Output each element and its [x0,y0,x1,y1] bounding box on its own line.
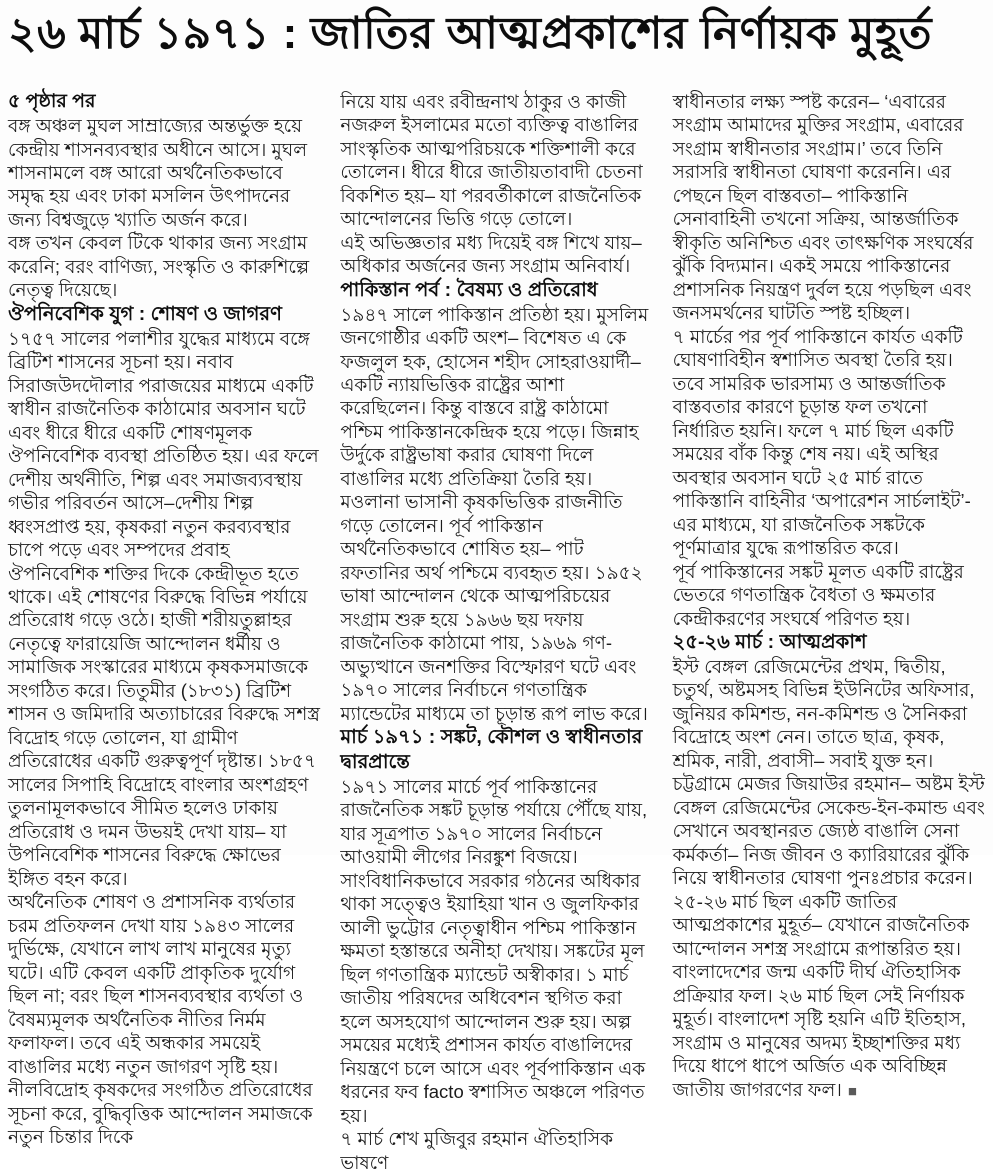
continuation-note: ৫ পৃষ্ঠার পর [8,90,96,112]
paragraph: ১৯৭১ সালের মার্চে পূর্ব পাকিস্তানের রাজনৈতিক সঙ্কট চূড়ান্ত পর্যায়ে পৌঁছে যায়, যার সূত্রপাত ১৯৭০ সালের নির্বাচনে আওয়ামী লীগের নিরঙ্কুশ বিজয়ে। সাংবিধানিকভাবে সরকার গঠনের অধিকার থাকা সত্ত্বেও ইয়াহিয়া খান ও জুলফিকার আলী ভুট্টোর নেতৃত্বাধীন পশ্চিম পাকিস্তান ক্ষমতা হস্তান্তরে অনীহা দেখায়। সঙ্কটের মূল ছিল গণতান্ত্রিক ম্যান্ডেট অস্বীকার। ১ মার্চ জাতীয় পরিষদের অধিবেশন স্থগিত করা হলে অসহযোগ আন্দোলন শুরু হয়। অল্প সময়ের মধ্যেই প্রশাসন কার্যত বাঙালিদের নিয়ন্ত্রণে চলে আসে এবং পূর্বপাকিস্তান এক ধরনের ফব facto স্বশাসিত অঞ্চলে পরিণত হয়। [340,775,648,1126]
closing-paragraph [673,655,985,1101]
column-3 [673,90,985,1101]
closing-paragraph-text: ইস্ট বেঙ্গল রেজিমেন্টের প্রথম, দ্বিতীয়, চতুর্থ, অষ্টমসহ বিভিন্ন ইউনিটের অফিসার, জুনিয়র কমিশন্ড, নন-কমিশন্ড ও সৈনিকরা বিদ্রোহে অংশ নেন। তাতে ছাত্র, কৃষক, শ্রমিক, নারী, প্রবাসী– সবাই যুক্ত হন। চট্টগ্রামে মেজর জিয়াউর রহমান– অষ্টম ইস্ট বেঙ্গল রেজিমেন্টের সেকেন্ড-ইন-কমান্ড এবং সেখানে অবস্থানরত জ্যেষ্ঠ বাঙালি সেনা কর্মকর্তা– নিজ জীবন ও ক্যারিয়ারের ঝুঁকি নিয়ে স্বাধীনতার ঘোষণা পুনঃপ্রচার করেন। ২৫-২৬ মার্চ ছিল একটি জাতির আত্মপ্রকাশের মুহূর্ত– যেখানে রাজনৈতিক আন্দোলন সশস্ত্র সংগ্রামে রূপান্তরিত হয়। বাংলাদেশের জন্ম একটি দীর্ঘ ঐতিহাসিক প্রক্রিয়ার ফল। ২৬ মার্চ ছিল সেই নির্ণায়ক মুহূর্ত। বাংলাদেশ সৃষ্টি হয়নি এটি ইতিহাস, সংগ্রাম ও মানুষের অদম্য ইচ্ছাশক্তির মধ্য দিয়ে ধাপে ধাপে অর্জিত এক অবিচ্ছিন্ন জাতীয় জাগরণের ফল। [672,655,985,1100]
article-columns [8,90,985,1174]
paragraph: ১৯৪৭ সালে পাকিস্তান প্রতিষ্ঠা হয়। মুসলিম জনগোষ্ঠীর একটি অংশ– বিশেষত এ কে ফজলুল হক, হোসেন শহীদ সোহরাওয়ার্দী– একটি ন্যায়ভিত্তিক রাষ্ট্রের আশা করেছিলেন। কিন্তু বাস্তবে রাষ্ট্র কাঠামো পশ্চিম পাকিস্তানকেন্দ্রিক হয়ে পড়ে। জিন্নাহ উর্দুকে রাষ্ট্রভাষা করার ঘোষণা দিলে বাঙালির মধ্যে প্রতিক্রিয়া তৈরি হয়। মওলানা ভাসানী কৃষকভিত্তিক রাজনীতি গড়ে তোলেন। পূর্ব পাকিস্তান অর্থনৈতিকভাবে শোষিত হয়– পাট রফতানির অর্থ পশ্চিমে ব্যবহৃত হয়। ১৯৫২ ভাষা আন্দোলন থেকে আত্মপরিচয়ের সংগ্রাম শুরু হয়ে ১৯৬৬ ছয় দফায় রাজনৈতিক কাঠামো পায়, ১৯৬৯ গণ-অভ্যুত্থানে জনশক্তির বিস্ফোরণ ঘটে এবং ১৯৭০ সালের নির্বাচনে গণতান্ত্রিক ম্যান্ডেটের মাধ্যমে তা চূড়ান্ত রূপ লাভ করে। [340,303,649,724]
section-heading-pakistan-period: পাকিস্তান পর্ব : বৈষম্য ও প্রতিরোধ [340,278,598,301]
paragraph: স্বাধীনতার লক্ষ্য স্পষ্ট করেন– ‘এবারের সংগ্রাম আমাদের মুক্তির সংগ্রাম, এবারের সংগ্রাম স্বাধীনতার সংগ্রাম।’ তবে তিনি সরাসরি স্বাধীনতা ঘোষণা করেননি। এর পেছনে ছিল বাস্তবতা– পাকিস্তানি সেনাবাহিনী তখনো সক্রিয়, আন্তর্জাতিক স্বীকৃতি অনিশ্চিত এবং তাৎক্ষণিক সংঘর্ষের ঝুঁকি বিদ্যমান। একই সময়ে পাকিস্তানের প্রশাসনিক নিয়ন্ত্রণ দুর্বল হয়ে পড়ছিল এবং জনসমর্থনের ঘাটতি স্পষ্ট হচ্ছিল। [672,90,974,324]
paragraph: পূর্ব পাকিস্তানের সঙ্কট মূলত একটি রাষ্ট্রের ভেতরে গণতান্ত্রিক বৈধতা ও ক্ষমতার কেন্দ্রীকরণের সংঘর্ষে পরিণত হয়। [672,560,964,629]
column-2 [340,90,652,1174]
paragraph: নিয়ে যায় এবং রবীন্দ্রনাথ ঠাকুর ও কাজী নজরুল ইসলামের মতো ব্যক্তিত্ব বাঙালির সাংস্কৃতিক আত্মপরিচয়কে শক্তিশালী করে তোলেন। ধীরে ধীরে জাতীয়তাবাদী চেতনা বিকশিত হয়– যা পরবর্তীকালে রাজনৈতিক আন্দোলনের ভিত্তি গড়ে তোলে। [340,90,643,230]
section-heading-colonial-era: ঔপনিবেশিক যুগ : শোষণ ও জাগরণ [8,302,282,325]
paragraph: বঙ্গ তখন কেবল টিকে থাকার জন্য সংগ্রাম করেনি; বরং বাণিজ্য, সংস্কৃতি ও কারুশিল্পে নেতৃত্ব দিয়েছে। [8,232,310,301]
paragraph: বঙ্গ অঞ্চল মুঘল সাম্রাজ্যের অন্তর্ভুক্ত হয়ে কেন্দ্রীয় শাসনব্যবস্থার অধীনে আসে। মুঘল শাসনামলে বঙ্গ আরো অর্থনৈতিকভাবে সমৃদ্ধ হয় এবং ঢাকা মসলিন উৎপাদনের জন্য বিশ্বজুড়ে খ্যাতি অর্জন করে। [8,115,307,230]
end-of-article-icon: ■ [847,1082,857,1100]
paragraph: অর্থনৈতিক শোষণ ও প্রশাসনিক ব্যর্থতার চরম প্রতিফলন দেখা যায় ১৯৪৩ সালের দুর্ভিক্ষে, যেখানে লাখ লাখ মানুষের মৃত্যু ঘটে। এটি কেবল একটি প্রাকৃতিক দুর্যোগ ছিল না; বরং ছিল শাসনব্যবস্থার ব্যর্থতা ও বৈষম্যমূলক অর্থনৈতিক নীতির নির্মম ফলাফল। তবে এই অন্ধকার সময়েই বাঙালির মধ্যে নতুন জাগরণ সৃষ্টি হয়। নীলবিদ্রোহ কৃষকদের সংগঠিত প্রতিরোধের সূচনা করে, বুদ্ধিবৃত্তিক আন্দোলন সমাজকে নতুন চিন্তার দিকে [8,891,313,1148]
article-headline: ২৬ মার্চ ১৯৭১ : জাতির আত্মপ্রকাশের নির্ণায়ক মুহূর্ত [8,9,933,58]
column-1 [8,90,320,1149]
paragraph: ১৭৫৭ সালের পলাশীর যুদ্ধের মাধ্যমে বঙ্গে ব্রিটিশ শাসনের সূচনা হয়। নবাব সিরাজউদদৌলার পরাজয়ের মাধ্যমে একটি স্বাধীন রাজনৈতিক কাঠামোর অবসান ঘটে এবং ধীরে ধীরে একটি শোষণমূলক ঔপনিবেশিক ব্যবস্থা প্রতিষ্ঠিত হয়। এর ফলে দেশীয় অর্থনীতি, শিল্প এবং সমাজব্যবস্থায় গভীর পরিবর্তন আসে–দেশীয় শিল্প ধ্বংসপ্রাপ্ত হয়, কৃষকরা নতুন করব্যবস্থার চাপে পড়ে এবং সম্পদের প্রবাহ ঔপনিবেশিক শক্তির দিকে কেন্দ্রীভূত হতে থাকে। এই শোষণের বিরুদ্ধে বিভিন্ন পর্যায়ে প্রতিরোধ গড়ে ওঠে। হাজী শরীয়তুল্লাহর নেতৃত্বে ফারায়েজি আন্দোলন ধর্মীয় ও সামাজিক সংস্কারের মাধ্যমে কৃষকসমাজকে সংগঠিত করে। তিতুমীর (১৮৩১) ব্রিটিশ শাসন ও জমিদারি অত্যাচারের বিরুদ্ধে সশস্ত্র বিদ্রোহ গড়ে তোলেন, যা গ্রামীণ প্রতিরোধের একটি গুরুত্বপূর্ণ দৃষ্টান্ত। ১৮৫৭ সালের সিপাহি বিদ্রোহে বাংলার অংশগ্রহণ তুলনামূলকভাবে সীমিত হলেও ঢাকায় প্রতিরোধ ও দমন উভয়ই দেখা যায়– যা উপনিবেশিক শাসনের বিরুদ্ধে ক্ষোভের ইঙ্গিত বহন করে। [8,327,321,889]
section-heading-march-1971: মার্চ ১৯৭১ : সঙ্কট, কৌশল ও স্বাধীনতার দ্বারপ্রান্তে [340,726,643,773]
section-heading-25-26-march: ২৫-২৬ মার্চ : আত্মপ্রকাশ [672,631,867,654]
paragraph: ৭ মার্চ শেখ মুজিবুর রহমান ঐতিহাসিক ভাষণে [340,1128,614,1173]
paragraph: ৭ মার্চের পর পূর্ব পাকিস্তানে কার্যত একটি ঘোষণাবিহীন স্বশাসিত অবস্থা তৈরি হয়। তবে সামরিক ভারসাম্য ও আন্তর্জাতিক বাস্তবতার কারণে চূড়ান্ত ফল তখনো নির্ধারিত হয়নি। ফলে ৭ মার্চ ছিল একটি সময়ের বাঁক কিন্তু শেষ নয়। এই অস্থির অবস্থার অবসান ঘটে ২৫ মার্চ রাতে পাকিস্তানি বাহিনীর ‘অপারেশন সার্চলাইট’-এর মাধ্যমে, যা রাজনৈতিক সঙ্কটকে পূর্ণমাত্রার যুদ্ধে রূপান্তরিত করে। [672,325,971,559]
paragraph: এই অভিজ্ঞতার মধ্য দিয়েই বঙ্গ শিখে যায়– অধিকার অর্জনের জন্য সংগ্রাম অনিবার্য। [340,231,642,277]
